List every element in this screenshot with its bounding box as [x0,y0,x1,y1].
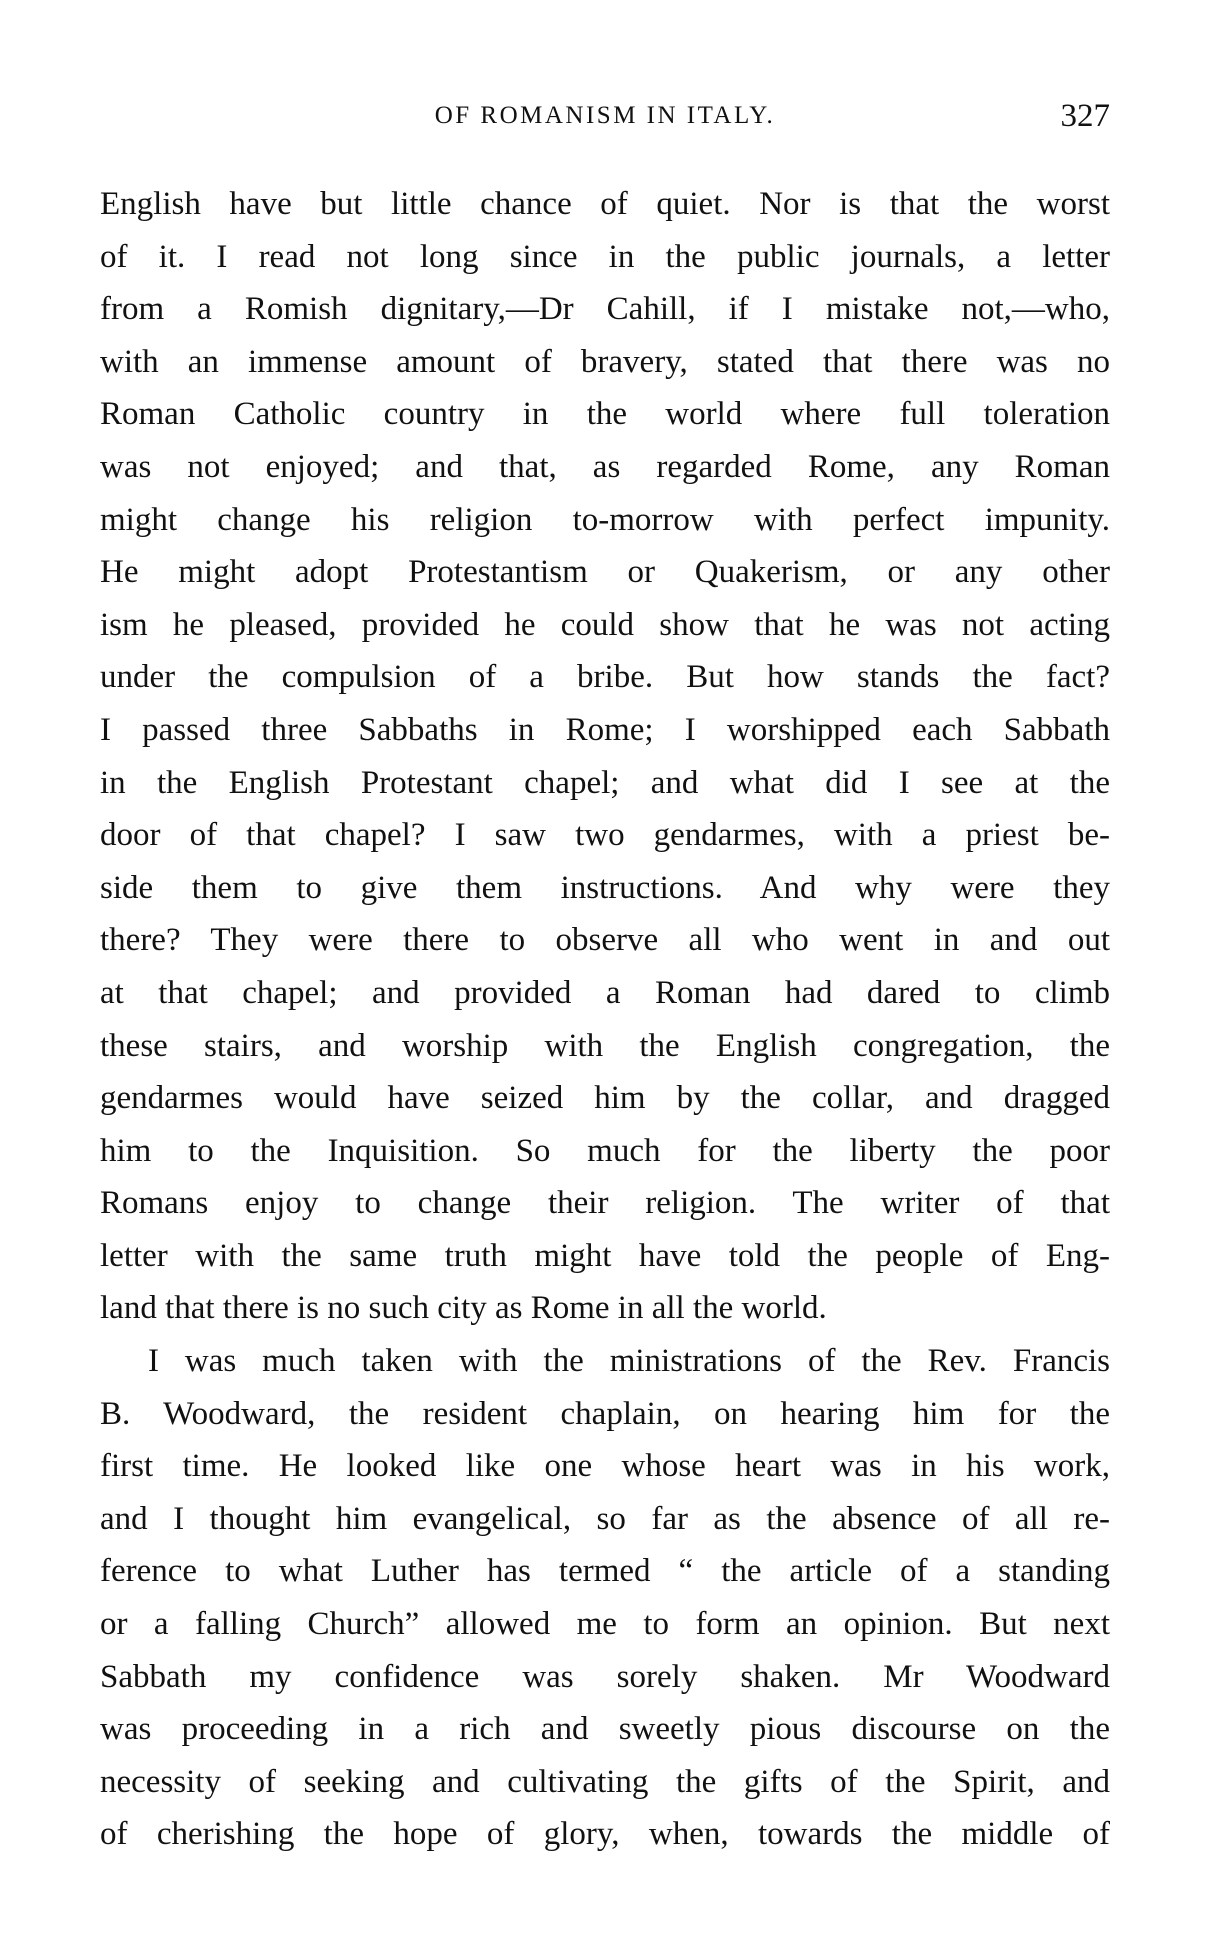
text-line: land that there is no such city as Rome in all the world. [100,1290,827,1327]
text-line: He might adopt Protestantism or Quakerism, or any other [100,554,1110,591]
text-line: of it. I read not long since in the public journals, a letter [100,238,1110,275]
text-line: there? They were there to observe all who went in and out [100,922,1110,959]
text-line: ference to what Luther has termed “ the article of a standing [100,1553,1110,1590]
text-line: Sabbath my confidence was sorely shaken. Mr Woodward [100,1658,1110,1695]
text-line: with an immense amount of bravery, stated that there was no [100,343,1110,380]
paragraph-2 [100,1335,1110,1861]
text-line: letter with the same truth might have told the people of Eng- [100,1237,1110,1274]
text-line: door of that chapel? I saw two gendarmes, with a priest be- [100,817,1110,854]
text-line: was not enjoyed; and that, as regarded Rome, any Roman [100,448,1110,485]
running-head [100,98,1110,138]
text-line: might change his religion to-morrow with perfect impunity. [100,501,1110,538]
text-line: was proceeding in a rich and sweetly pious discourse on the [100,1711,1110,1748]
text-line: B. Woodward, the resident chaplain, on hearing him for the [100,1395,1110,1432]
text-line: under the compulsion of a bribe. But how stands the fact? [100,659,1110,696]
paragraph-1 [100,178,1110,1335]
text-line: gendarmes would have seized him by the collar, and dragged [100,1080,1110,1117]
text-line: English have but little chance of quiet. Nor is that the worst [100,186,1110,222]
text-line: Romans enjoy to change their religion. The writer of that [100,1185,1110,1222]
text-line: Roman Catholic country in the world where full toleration [100,396,1110,433]
text-line: him to the Inquisition. So much for the liberty the poor [100,1132,1110,1169]
text-line: from a Romish dignitary,—Dr Cahill, if I mistake not,—who, [100,291,1110,328]
text-line: I was much taken with the ministrations of the Rev. Francis [148,1343,1110,1380]
text-line: ism he pleased, provided he could show that he was not acting [100,606,1110,643]
body-text [100,178,1110,1861]
page-number: 327 [1060,98,1110,134]
text-line: first time. He looked like one whose heart was in his work, [100,1448,1110,1485]
text-line: at that chapel; and provided a Roman had dared to climb [100,974,1110,1011]
text-line: side them to give them instructions. And why were they [100,869,1110,906]
text-line: necessity of seeking and cultivating the gifts of the Spirit, and [100,1763,1110,1800]
text-line: these stairs, and worship with the English congregation, the [100,1027,1110,1064]
text-line: and I thought him evangelical, so far as the absence of all re- [100,1500,1110,1537]
text-line: in the English Protestant chapel; and what did I see at the [100,764,1110,801]
running-title: OF ROMANISM IN ITALY. [434,102,776,129]
text-line: or a falling Church” allowed me to form an opinion. But next [100,1606,1110,1643]
text-line: of cherishing the hope of glory, when, towards the middle of [100,1816,1110,1853]
text-line: I passed three Sabbaths in Rome; I worshipped each Sabbath [100,711,1110,748]
